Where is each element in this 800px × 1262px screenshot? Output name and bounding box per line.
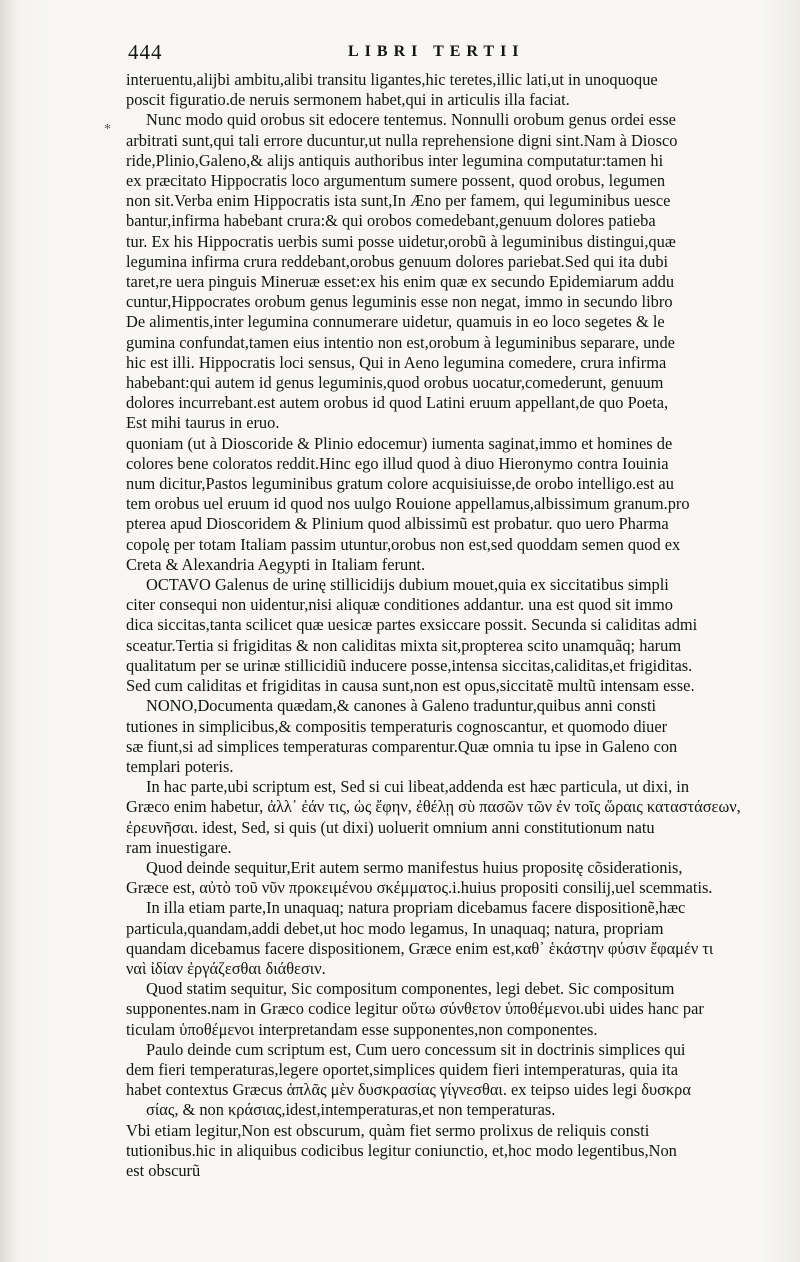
text-line: pterea apud Dioscoridem & Plinium quod albissimũ est probatur. quo uero Pharma	[126, 514, 669, 534]
page-header	[128, 40, 760, 70]
text-line: habet contextus Græcus ἁπλᾶς μὲν δυσκρασίας γίγνεσθαι. ex teipso uides legi δυσκρα	[126, 1080, 691, 1100]
text-line: non sit.Verba enim Hippocratis ista sunt,In Æno per famem, qui leguminibus uesce	[126, 191, 671, 211]
text-line: bantur,infirma habebant crura:& qui orobos comedebant,genuum dolores patieba	[126, 211, 656, 231]
text-line: colores bene coloratos reddit.Hinc ego illud quod à diuo Hieronymo contra Iouinia	[126, 453, 669, 473]
text-line: sæ fiunt,si ad simplices temperaturas comparentur.Quæ omnia tu ipse in Galeno con	[126, 736, 678, 756]
text-line: Græce est, αὐτὸ τοῦ νῦν προκειμένου σκέμματος.i.huius propositi consilij,uel scemmatis.	[126, 878, 713, 898]
text-line: In hac parte,ubi scriptum est, Sed si cui libeat,addenda est hæc particula, ut dixi, in	[146, 777, 690, 797]
text-line: legumina infirma crura reddebant,orobus genuum dolores pariebat.Sed qui ita dubi	[126, 251, 669, 271]
text-line: num dicitur,Pastos leguminibus gratum colore acquisiuisse,de orobo intelligo.est au	[126, 474, 674, 494]
text-line: quandam dicebamus facere dispositionem, Græce enim est,καθ᾽ ἑκάστην φύσιν ἔφαμέν τι	[126, 938, 714, 958]
text-line: OCTAVO Galenus de urinę stillicidijs dubium mouet,quia ex siccitatibus simpli	[146, 575, 669, 595]
text-line: Creta & Alexandria Aegypti in Italiam ferunt.	[126, 554, 426, 574]
text-line: est obscurũ	[126, 1160, 201, 1180]
text-line: interuentu,alijbi ambitu,alibi transitu ligantes,hic teretes,illic lati,ut in unoquoque	[126, 70, 658, 89]
text-line: ram inuestigare.	[126, 837, 232, 857]
text-line: Paulo deinde cum scriptum est, Cum uero concessum sit in doctrinis simplices qui	[146, 1039, 686, 1059]
text-line: ticulam ὑποθέμενοι interpretandam esse supponentes,non componentes.	[126, 1019, 598, 1039]
text-line: hic est illi. Hippocratis loci sensus, Qui in Aeno legumina comedere, crura infirma	[126, 352, 667, 372]
text-line: ride,Plinio,Galeno,& alijs antiquis authoribus inter legumina computatur:tamen hi	[126, 150, 664, 170]
text-line: ex præcitato Hippocratis loco argumentum sumere possent, quod orobus, legumen	[126, 171, 666, 191]
text-line: dolores incurrebant.est autem orobus id quod Latini eruum appellant,de quo Poeta,	[126, 393, 669, 413]
text-line: tur. Ex his Hippocratis uerbis sumi posse uidetur,orobũ à leguminibus distingui,quæ	[126, 231, 676, 251]
text-line: taret,re uera pinguis Mineruæ esset:ex his enim quæ ex secundo Epidemiarum addu	[126, 272, 675, 292]
body-text	[126, 70, 766, 1181]
text-line: Vbi etiam legitur,Non est obscurum, quàm fiet sermo prolixus de reliquis consti	[126, 1120, 650, 1140]
text-line: ναὶ ἰδίαν ἐργάζεσθαι διάθεσιν.	[126, 958, 326, 978]
margin-mark: *	[104, 122, 111, 137]
running-head: LIBRI TERTII	[348, 43, 525, 60]
text-line: tutionibus.hic in aliquibus codicibus legitur coniunctio, et,hoc modo legentibus,Non	[126, 1140, 677, 1160]
text-line: citer consequi non uidentur,nisi aliquæ conditiones addantur. una est quod sit immo	[126, 595, 673, 615]
text-line: ἐρευνῆσαι. idest, Sed, si quis (ut dixi) uoluerit omnium anni constitutionum natu	[126, 817, 655, 837]
text-line: poscit figuratio.de neruis sermonem habet,qui in articulis illa faciat.	[126, 90, 570, 110]
text-line: tutiones in simplicibus,& compositis temperaturis cognoscantur, et quomodo diuer	[126, 716, 668, 736]
text-line: Sed cum caliditas et frigiditas in causa sunt,non est opus,siccitatẽ multũ intensam esse.	[126, 676, 695, 696]
text-line: σίας, & non κράσιας,idest,intemperaturas,et non temperaturas.	[146, 1100, 556, 1120]
text-line: Quod statim sequitur, Sic compositum componentes, legi debet. Sic compositum	[146, 979, 675, 999]
text-line: Est mihi taurus in eruo.	[126, 413, 280, 433]
text-line: Nunc modo quid orobus sit edocere tentemus. Nonnulli orobum genus ordei esse	[146, 110, 676, 130]
text-line: particula,quandam,addi debet,ut hoc modo legamus, In unaquaq; natura, propriam	[126, 918, 664, 938]
text-line: De alimentis,inter legumina connumerare uidetur, quamuis in eo loco segetes & le	[126, 312, 665, 332]
text-line: quoniam (ut à Dioscoride & Plinio edocemur) iumenta saginat,immo et homines de	[126, 433, 673, 453]
text-line: In illa etiam parte,In unaquaq; natura propriam dicebamus facere dispositionẽ,hæc	[146, 898, 686, 918]
text-line: arbitrati sunt,qui tali errore ducuntur,ut nulla reprehensione digni sint.Nam à Diosco	[126, 130, 678, 150]
text-line: qualitatum per se urinæ stillicidiũ inducere posse,intensa siccitas,caliditas,et frigiditas.	[126, 655, 693, 675]
text-line: tem orobus uel eruum id quod nos uulgo Rouione appellamus,albissimum granum.pro	[126, 494, 690, 514]
text-line: copolę per totam Italiam passim utuntur,orobus non est,sed quoddam semen quod ex	[126, 534, 681, 554]
text-line: cuntur,Hippocrates orobum genus leguminis esse non negat, immo in secundo libro	[126, 292, 673, 312]
text-line: Græco enim habetur, ἀλλ᾽ ἐάν τις, ὡς ἔφην, ἐθέλῃ σὺ πασῶν τῶν ἐν τοῖς ὥραις καταστάσεων,	[126, 797, 741, 817]
text-line: NONO,Documenta quædam,& canones à Galeno traduntur,quibus anni consti	[146, 696, 657, 716]
text-line: supponentes.nam in Græco codice legitur οὕτω σύνθετον ὑποθέμενοι.ubi uides hanc par	[126, 999, 704, 1019]
page-number: 444	[128, 40, 163, 64]
text-line: gumina confundat,tamen eius intentio non est,orobum à leguminibus separare, unde	[126, 332, 675, 352]
text-line: dica siccitas,tanta scilicet quæ uesicæ partes exsiccare possit. Secunda si caliditas admi	[126, 615, 698, 635]
text-line: templari poteris.	[126, 756, 234, 776]
text-line: Quod deinde sequitur,Erit autem sermo manifestus huius propositę cõsiderationis,	[146, 857, 683, 877]
text-line: sceatur.Tertia si frigiditas & non caliditas mixta sit,propterea scito unamquãq; harum	[126, 635, 682, 655]
text-line: dem fieri temperaturas,legere oportet,simplices quidem fieri intemperaturas, quia ita	[126, 1059, 679, 1079]
text-line: habebant:qui autem id genus leguminis,quod orobus uocatur,comederunt, genuum	[126, 373, 664, 393]
